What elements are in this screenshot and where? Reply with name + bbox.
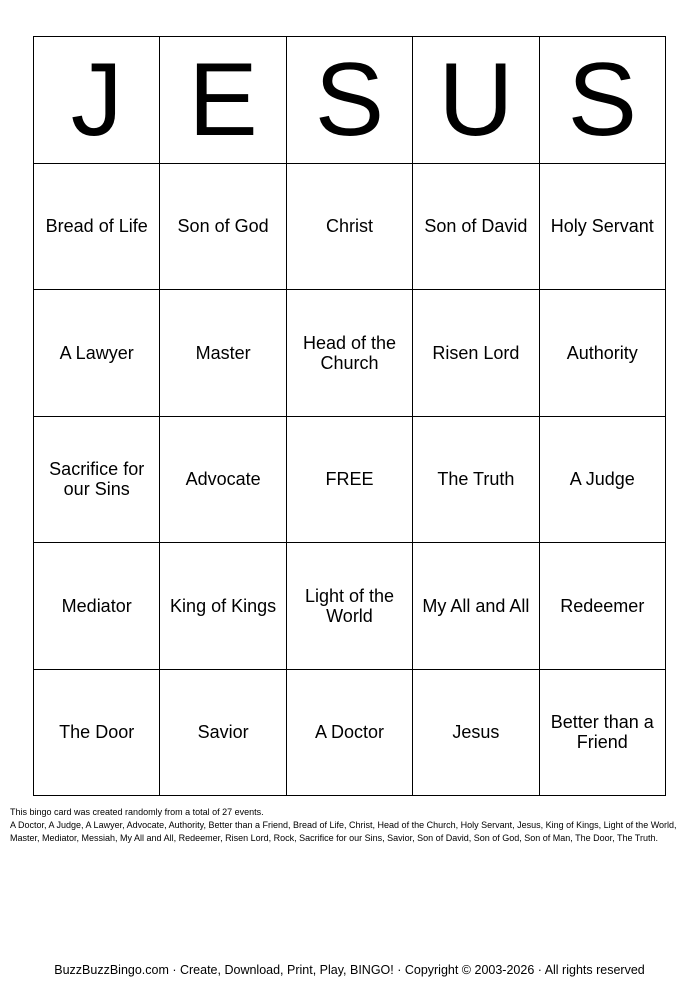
bingo-cell: The Door [34,670,160,797]
notes-intro: This bingo card was created randomly from a total of 27 events. [10,807,264,817]
bingo-cell: Jesus [413,670,539,797]
bingo-cell: Head of the Church [287,290,413,417]
header-letter: J [34,37,160,164]
bingo-cell: Light of the World [287,543,413,670]
bingo-cell: Bread of Life [34,164,160,291]
bingo-cell: Christ [287,164,413,291]
bingo-cell: King of Kings [160,543,286,670]
bingo-cell: Better than a Friend [540,670,666,797]
notes-event-list: A Doctor, A Judge, A Lawyer, Advocate, Authority, Better than a Friend, Bread of Life, Christ, Head of the Church, Holy Servant, Jesus, King of Kings, Light of the World, Master, Mediator, Messiah, My All and All, Redeemer, Risen Lord, Rock, Sacrifice for our Sins, Savior, Son of David, Son of God, Son of Man, The Door, The Truth. [10,820,677,843]
free-space-cell: FREE [287,417,413,544]
bingo-cell: Master [160,290,286,417]
header-letter: S [287,37,413,164]
bingo-cell: Sacrifice for our Sins [34,417,160,544]
bingo-cell: Holy Servant [540,164,666,291]
header-letter: S [540,37,666,164]
bingo-cell: My All and All [413,543,539,670]
bingo-cell: A Judge [540,417,666,544]
bingo-cell: Authority [540,290,666,417]
bingo-card [33,36,666,796]
bingo-cell: A Lawyer [34,290,160,417]
header-letter: U [413,37,539,164]
bingo-cell: Son of David [413,164,539,291]
bingo-cell: Savior [160,670,286,797]
bingo-cell: Son of God [160,164,286,291]
bingo-cell: Risen Lord [413,290,539,417]
bingo-cell: A Doctor [287,670,413,797]
bingo-cell: Redeemer [540,543,666,670]
bingo-cell: The Truth [413,417,539,544]
card-notes [10,806,689,845]
header-letter: E [160,37,286,164]
bingo-cell: Advocate [160,417,286,544]
footer-copyright: BuzzBuzzBingo.com · Create, Download, Print, Play, BINGO! · Copyright © 2003-2026 · All rights reserved [54,963,645,977]
bingo-cell: Mediator [34,543,160,670]
